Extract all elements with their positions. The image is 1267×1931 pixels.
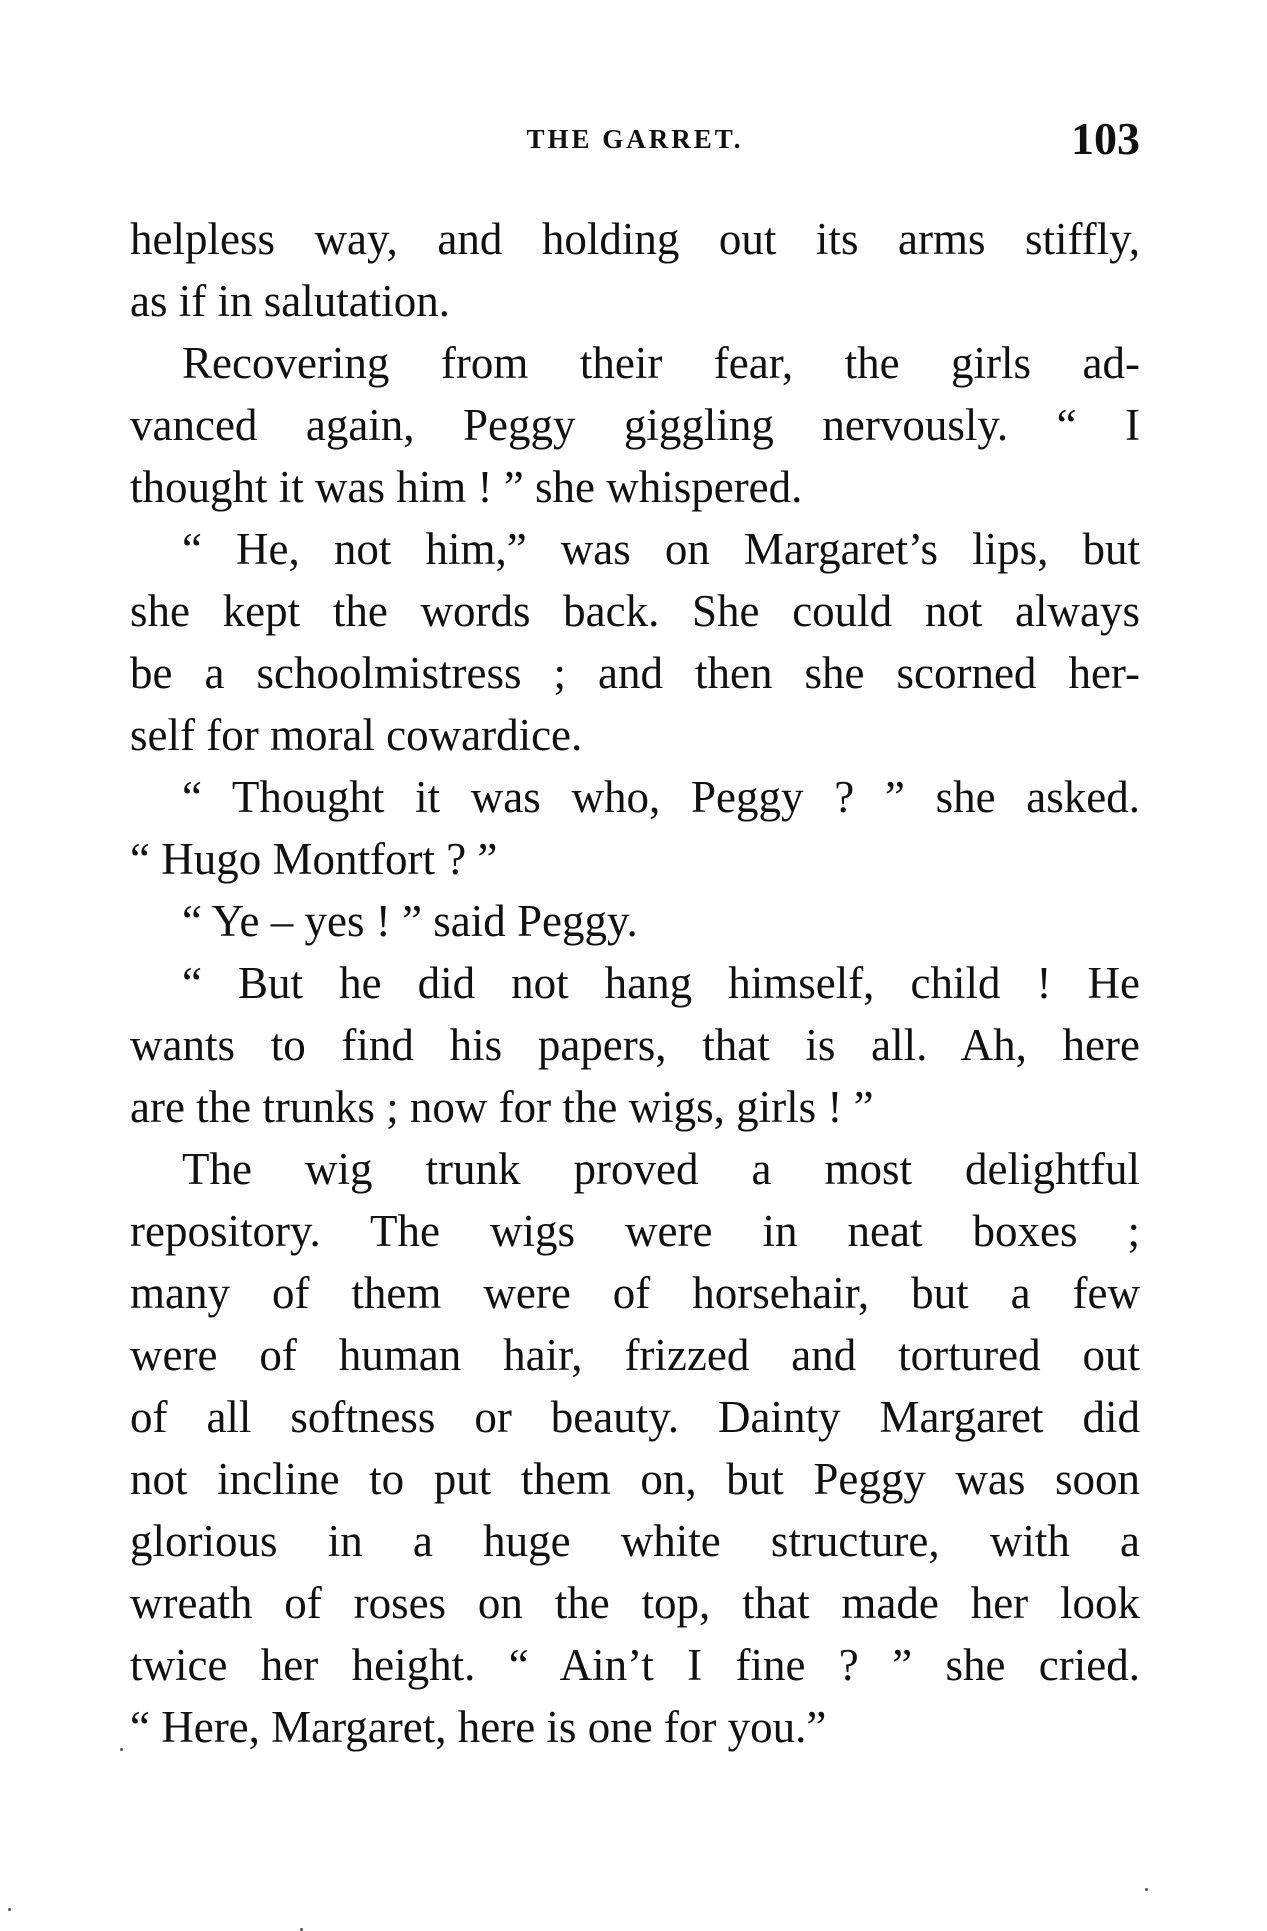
text-line: thought it was him ! ” she whispered. <box>130 462 803 512</box>
body-text <box>130 208 1140 1758</box>
text-line: “ Thought it was who, Peggy ? ” she asked. <box>182 772 1140 822</box>
text-line: “ Hugo Montfort ? ” <box>130 834 498 884</box>
text-line: helpless way, and holding out its arms stiffly, <box>130 214 1140 264</box>
text-line: “ Here, Margaret, here is one for you.” <box>130 1702 827 1752</box>
text-line: she kept the words back. She could not always <box>130 586 1140 636</box>
running-head: THE GARRET. <box>526 124 744 154</box>
text-line: of all softness or beauty. Dainty Margaret did <box>130 1392 1140 1442</box>
text-line: wreath of roses on the top, that made her look <box>130 1578 1140 1628</box>
text-line: vanced again, Peggy giggling nervously. “ I <box>130 400 1140 450</box>
text-line: many of them were of horsehair, but a few <box>130 1268 1140 1318</box>
text-line: self for moral cowardice. <box>130 710 583 760</box>
paper-speck <box>8 1908 11 1911</box>
text-line: as if in salutation. <box>130 276 450 326</box>
text-line: be a schoolmistress ; and then she scorned her- <box>130 648 1140 698</box>
paper-speck <box>120 1748 123 1751</box>
text-line: repository. The wigs were in neat boxes ; <box>130 1206 1140 1256</box>
text-line: not incline to put them on, but Peggy was soon <box>130 1454 1140 1504</box>
text-line: The wig trunk proved a most delightful <box>182 1144 1140 1194</box>
text-line: glorious in a huge white structure, with a <box>130 1516 1140 1566</box>
text-line: are the trunks ; now for the wigs, girls ! ” <box>130 1082 874 1132</box>
text-line: “ Ye – yes ! ” said Peggy. <box>182 896 638 946</box>
page-header <box>130 112 1140 172</box>
text-line: twice her height. “ Ain’t I fine ? ” she cried. <box>130 1640 1140 1690</box>
page-number: 103 <box>1071 113 1140 164</box>
paper-speck <box>1145 1888 1148 1891</box>
text-line: were of human hair, frizzed and tortured out <box>130 1330 1140 1380</box>
text-line: wants to find his papers, that is all. Ah, here <box>130 1020 1140 1070</box>
text-line: “ But he did not hang himself, child ! He <box>182 958 1140 1008</box>
text-line: “ He, not him,” was on Margaret’s lips, but <box>182 524 1140 574</box>
text-line: Recovering from their fear, the girls ad- <box>182 338 1140 388</box>
